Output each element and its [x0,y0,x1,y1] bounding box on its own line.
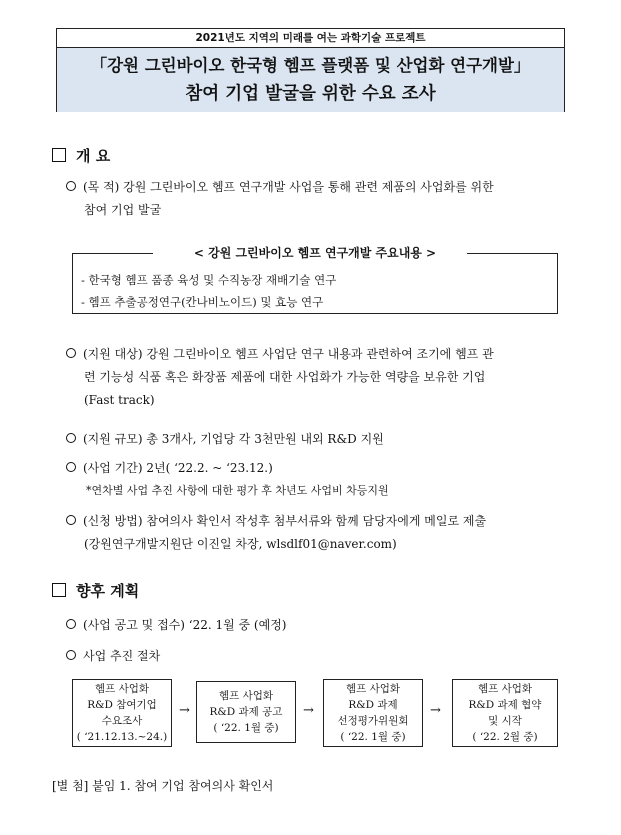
key-content-item: - 한국형 헴프 품종 육성 및 수직농장 재배기술 연구 [81,273,337,287]
scale-text: (지원 규모) 총 3개사, 기업당 각 3천만원 내외 R&D 지원 [83,432,384,446]
arrow-icon: → [179,703,190,718]
flow-step-3: 헴프 사업화 R&D 과제 선정평가위원회 ( ‘22. 1월 중) [323,679,423,747]
notice-text: (사업 공고 및 접수) ‘22. 1월 중 (예정) [83,618,287,632]
section-plan-heading: 향후 계획 [76,582,140,600]
title-line-1: 「강원 그린바이오 한국형 헴프 플랫폼 및 산업화 연구개발」 [90,56,531,75]
target-line-1: (지원 대상) 강원 그린바이오 헴프 사업단 연구 내용과 관련하여 조기에 헴프 관 [83,347,494,361]
circle-bullet-icon [66,181,76,191]
arrow-icon: → [303,703,314,718]
section-overview [52,145,110,166]
title-line-2: 참여 기업 발굴을 위한 수요 조사 [185,84,436,104]
method-line-2: (강원연구개발지원단 이진일 차장, wlsdlf01@naver.com) [84,537,397,551]
title-main [57,48,564,112]
bullet-notice [66,614,586,637]
circle-bullet-icon [66,650,76,660]
circle-bullet-icon [66,348,76,358]
period-text: (사업 기간) 2년( ‘22.2. ~ ‘23.12.) [83,461,273,475]
bullet-period [66,457,586,480]
purpose-line-2: 참여 기업 발굴 [84,203,162,217]
circle-bullet-icon [66,433,76,443]
key-content-box [72,246,558,314]
bullet-method [66,510,586,556]
checkbox-square-icon [52,148,66,162]
section-plan [52,580,139,601]
bullet-scale [66,428,586,451]
bullet-purpose [66,176,586,222]
title-box [56,28,565,112]
flow-step-2: 헴프 사업화 R&D 과제 공고 ( ‘22. 1월 중) [196,681,296,743]
checkbox-square-icon [52,583,66,597]
attachment-note: [별 첨] 붙임 1. 참여 기업 참여의사 확인서 [52,779,274,793]
bullet-procedure [66,645,586,668]
section-overview-heading: 개 요 [76,147,111,165]
flow-step-4: 헴프 사업화 R&D 과제 협약 및 시작 ( ‘22. 2월 중) [452,679,558,747]
bullet-target [66,343,586,412]
purpose-line-1: (목 적) 강원 그린바이오 헴프 연구개발 사업을 통해 관련 제품의 사업화를 위한 [83,180,494,194]
key-content-item: - 헴프 추출공정연구(칸나비노이드) 및 효능 연구 [81,295,324,309]
target-line-2: 련 기능성 식품 혹은 화장품 제품에 대한 사업화가 가능한 역량을 보유한 기업 [84,370,486,384]
period-note: *연차별 사업 추진 사항에 대한 평가 후 차년도 사업비 차등지원 [86,484,389,497]
circle-bullet-icon [66,619,76,629]
circle-bullet-icon [66,462,76,472]
target-line-3: (Fast track) [84,393,155,407]
procedure-text: 사업 추진 절차 [83,649,161,663]
flow-step-1: 헴프 사업화 R&D 참여기업 수요조사 ( ‘21.12.13.~24.) [72,679,172,747]
method-line-1: (신청 방법) 참여의사 확인서 작성후 첨부서류와 함께 담당자에게 메일로 제출 [83,514,487,528]
project-subtitle: 2021년도 지역의 미래를 여는 과학기술 프로젝트 [57,29,564,48]
key-content-title: < 강원 그린바이오 헴프 연구개발 주요내용 > [73,244,557,262]
circle-bullet-icon [66,515,76,525]
arrow-icon: → [430,703,441,718]
